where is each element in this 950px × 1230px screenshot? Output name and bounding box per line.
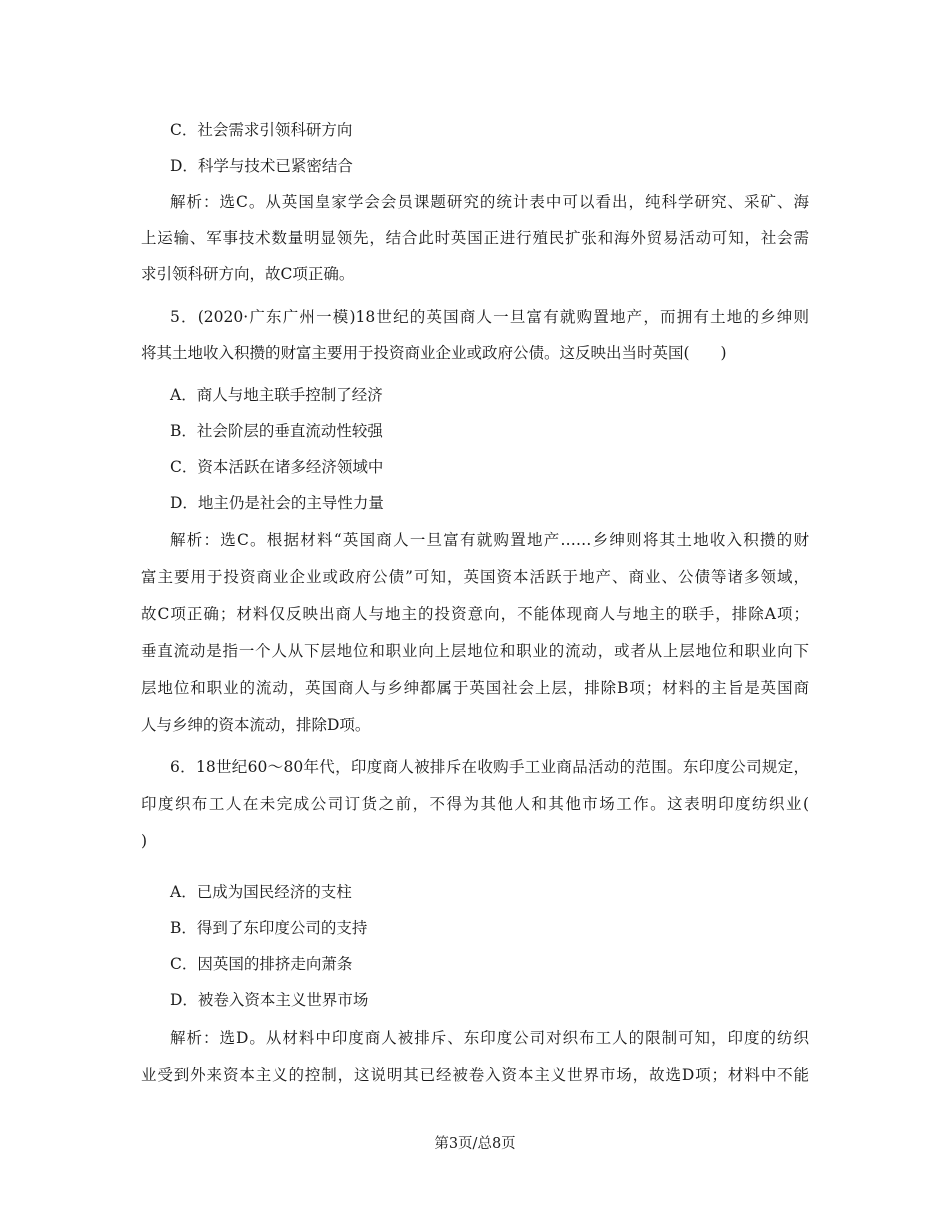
q5-stem-line: 将其土地收入积攒的财富主要用于投资商业企业或政府公债。这反映出当时英国( ): [141, 344, 727, 362]
q5-analysis-line: 垂直流动是指一个人从下层地位和职业向上层地位和职业的流动，或者从上层地位和职业向下: [141, 642, 809, 660]
q5-analysis-line: 层地位和职业的流动，英国商人与乡绅都属于英国社会上层，排除B项；材料的主旨是英国商: [141, 679, 809, 697]
q4-analysis-line: 求引领科研方向，故C项正确。: [141, 265, 355, 283]
q6-stem-line: 印度织布工人在未完成公司订货之前，不得为其他人和其他市场工作。这表明印度纺织业(: [141, 795, 809, 813]
q5-analysis-line: 故C项正确；材料仅反映出商人与地主的投资意向，不能体现商人与地主的联手，排除A项；: [141, 605, 809, 623]
q6-option-a: A．已成为国民经济的支柱: [170, 883, 352, 901]
q4-option-c: C．社会需求引领科研方向: [170, 121, 353, 139]
q6-stem-line: ): [141, 832, 148, 850]
q6-option-d: D．被卷入资本主义世界市场: [170, 991, 369, 1009]
q5-stem-line: 5．(2020·广东广州一模)18世纪的英国商人一旦富有就购置地产，而拥有土地的乡绅则: [170, 308, 809, 326]
q5-option-c: C．资本活跃在诸多经济领域中: [170, 458, 384, 476]
q6-option-b: B．得到了东印度公司的支持: [170, 919, 368, 937]
q5-option-a: A．商人与地主联手控制了经济: [170, 386, 383, 404]
q6-analysis-line: 业受到外来资本主义的控制，这说明其已经被卷入资本主义世界市场，故选D项；材料中不能: [141, 1066, 809, 1084]
q5-option-b: B．社会阶层的垂直流动性较强: [170, 422, 383, 440]
q4-analysis-line: 上运输、军事技术数量明显领先，结合此时英国正进行殖民扩张和海外贸易活动可知，社会需: [141, 229, 809, 247]
q4-analysis-line: 解析：选C。从英国皇家学会会员课题研究的统计表中可以看出，纯科学研究、采矿、海: [170, 193, 809, 211]
q6-analysis-line: 解析：选D。从材料中印度商人被排斥、东印度公司对织布工人的限制可知，印度的纺织: [170, 1029, 809, 1047]
q5-analysis-line: 解析：选C。根据材料“英国商人一旦富有就购置地产……乡绅则将其土地收入积攒的财: [170, 531, 809, 549]
q5-analysis-line: 富主要用于投资商业企业或政府公债”可知，英国资本活跃于地产、商业、公债等诸多领域，: [141, 568, 809, 586]
q6-stem-line: 6．18世纪60～80年代，印度商人被排斥在收购手工业商品活动的范围。东印度公司规定，: [170, 758, 809, 776]
page-footer: 第3页/总8页: [434, 1136, 516, 1152]
q6-option-c: C．因英国的排挤走向萧条: [170, 955, 353, 973]
q4-option-d: D．科学与技术已紧密结合: [170, 157, 353, 175]
q5-analysis-line: 人与乡绅的资本流动，排除D项。: [141, 716, 371, 734]
q5-option-d: D．地主仍是社会的主导性力量: [170, 494, 384, 512]
